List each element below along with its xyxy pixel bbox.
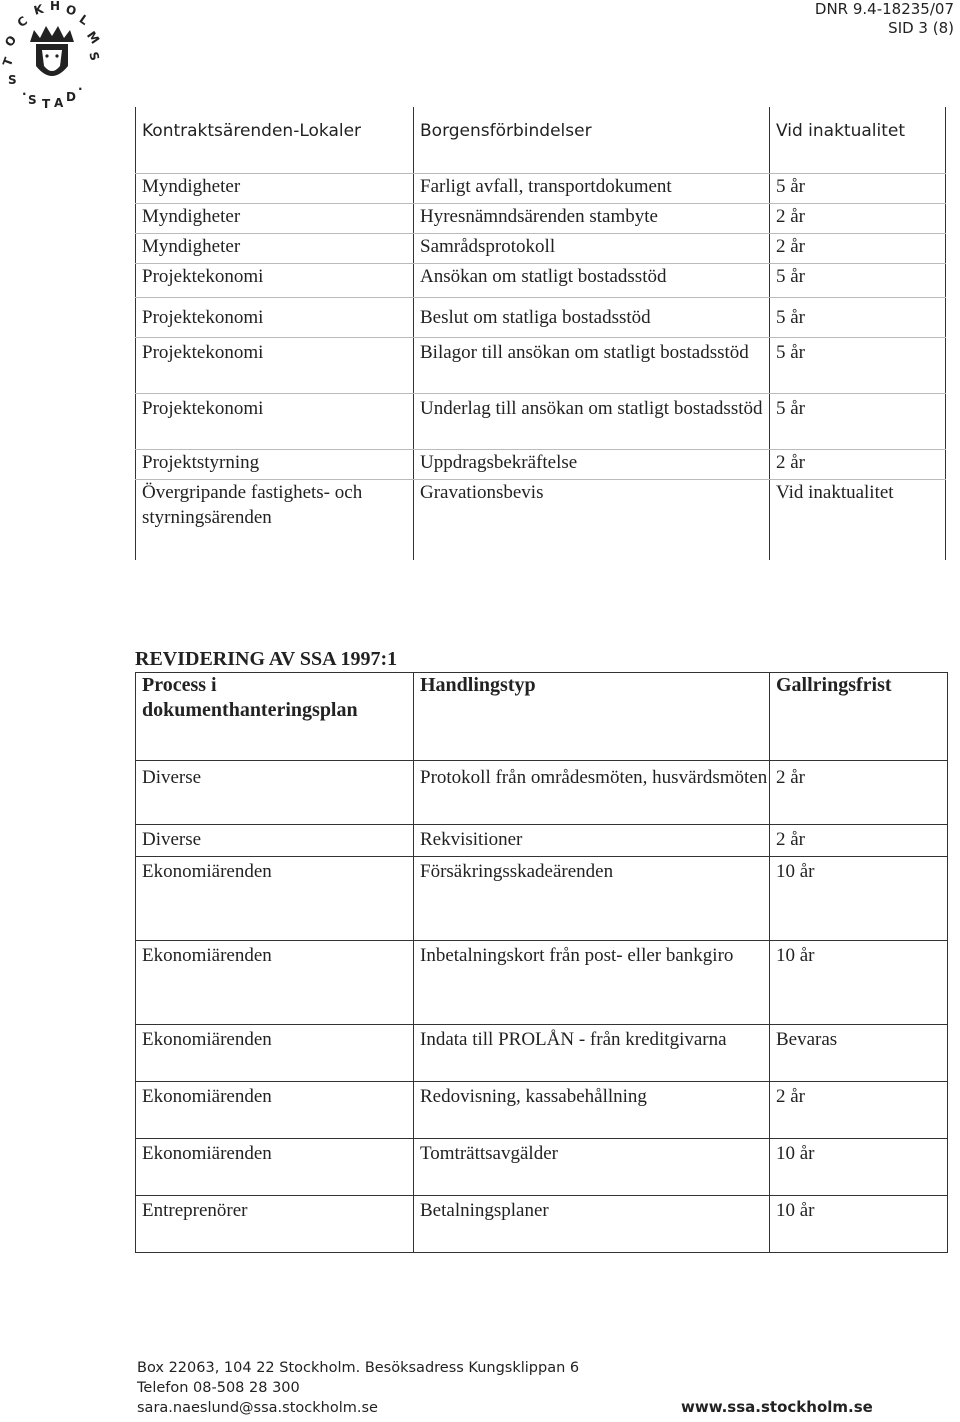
- table-row: [136, 203, 946, 233]
- table-row: [136, 107, 946, 173]
- table-cell: 10 år: [770, 1196, 948, 1253]
- table-cell: Försäkringsskadeärenden: [414, 857, 770, 941]
- table-row: [136, 173, 946, 203]
- table-cell: Bilagor till ansökan om statligt bostadsstöd: [414, 337, 770, 393]
- svg-text:K: K: [32, 1, 45, 18]
- table-cell: Vid inaktualitet: [770, 479, 946, 560]
- table-cell: Underlag till ansökan om statligt bostadsstöd: [414, 393, 770, 449]
- table-row: [136, 297, 946, 337]
- column-header: Gallringsfrist: [770, 673, 948, 761]
- table-cell: Entreprenörer: [136, 1196, 414, 1253]
- table-cell: Uppdragsbekräftelse: [414, 449, 770, 479]
- document-header: [815, 0, 954, 38]
- table-row: [136, 761, 948, 825]
- table-cell: Ekonomiärenden: [136, 1082, 414, 1139]
- svg-text:S: S: [86, 50, 102, 63]
- table-cell: Projektekonomi: [136, 337, 414, 393]
- table-cell: Rekvisitioner: [414, 825, 770, 857]
- stockholms-stad-logo: [0, 0, 104, 112]
- table-cell: Ekonomiärenden: [136, 857, 414, 941]
- table-row: [136, 825, 948, 857]
- table-row: [136, 1139, 948, 1196]
- table-cell: Ekonomiärenden: [136, 941, 414, 1025]
- table-cell: 2 år: [770, 761, 948, 825]
- table-cell: 5 år: [770, 337, 946, 393]
- table-cell: Borgensförbindelser: [414, 107, 770, 173]
- table-cell: 5 år: [770, 297, 946, 337]
- table-cell: Ekonomiärenden: [136, 1139, 414, 1196]
- table-cell: Projektekonomi: [136, 297, 414, 337]
- footer-website-link[interactable]: www.ssa.stockholm.se: [681, 1398, 873, 1416]
- svg-text:L: L: [76, 11, 92, 28]
- table-cell: Gravationsbevis: [414, 479, 770, 560]
- retention-table-continued: [135, 107, 946, 560]
- svg-text:C: C: [14, 13, 30, 31]
- table-cell: 5 år: [770, 393, 946, 449]
- table-cell: Farligt avfall, transportdokument: [414, 173, 770, 203]
- svg-text:D: D: [66, 90, 76, 104]
- table-row: [136, 479, 946, 560]
- table-cell: 2 år: [770, 1082, 948, 1139]
- table-cell: 5 år: [770, 173, 946, 203]
- page-number: SID 3 (8): [888, 19, 954, 37]
- table-cell: 10 år: [770, 857, 948, 941]
- table-cell: Myndigheter: [136, 203, 414, 233]
- table-cell: Redovisning, kassabehållning: [414, 1082, 770, 1139]
- table-row: [136, 263, 946, 297]
- table-cell: Myndigheter: [136, 173, 414, 203]
- table-cell: Hyresnämndsärenden stambyte: [414, 203, 770, 233]
- table-cell: 2 år: [770, 233, 946, 263]
- table-cell: 2 år: [770, 449, 946, 479]
- table-row: [136, 941, 948, 1025]
- column-header: Handlingstyp: [414, 673, 770, 761]
- svg-text:S: S: [28, 93, 37, 107]
- table-row: [136, 1082, 948, 1139]
- svg-text:T: T: [42, 97, 51, 111]
- revision-table: [135, 672, 948, 1253]
- svg-text:O: O: [1, 32, 20, 50]
- footer-address: Box 22063, 104 22 Stockholm. Besöksadress Kungsklippan 6: [137, 1360, 580, 1376]
- svg-text:T: T: [0, 55, 17, 69]
- svg-text:H: H: [50, 0, 61, 13]
- table-cell: Ansökan om statligt bostadsstöd: [414, 263, 770, 297]
- table-row: [136, 1025, 948, 1082]
- table-cell: Projektekonomi: [136, 263, 414, 297]
- table-row: [136, 393, 946, 449]
- table-cell: Protokoll från områdesmöten, husvärdsmöten: [414, 761, 770, 825]
- table-cell: Bevaras: [770, 1025, 948, 1082]
- table-cell: Tomträttsavgälder: [414, 1139, 770, 1196]
- table-cell: Diverse: [136, 825, 414, 857]
- table-cell: Övergripande fastighets- och styrningsärenden: [136, 479, 414, 560]
- document-number: DNR 9.4-18235/07: [814, 0, 954, 18]
- table-cell: Projektstyrning: [136, 449, 414, 479]
- table-row: [136, 449, 946, 479]
- table-cell: Inbetalningskort från post- eller bankgiro: [414, 941, 770, 1025]
- table-cell: 5 år: [770, 263, 946, 297]
- svg-text:O: O: [64, 2, 78, 19]
- footer-contact: [137, 1358, 579, 1418]
- svg-text:·: ·: [78, 82, 83, 96]
- table-header-row: [136, 673, 948, 761]
- table-cell: Diverse: [136, 761, 414, 825]
- section-title: REVIDERING AV SSA 1997:1: [135, 648, 398, 670]
- table-cell: 10 år: [770, 941, 948, 1025]
- table-row: [136, 233, 946, 263]
- svg-text:·: ·: [22, 87, 27, 101]
- table-row: [136, 1196, 948, 1253]
- table-cell: 2 år: [770, 203, 946, 233]
- table-cell: Samrådsprotokoll: [414, 233, 770, 263]
- table-cell: Projektekonomi: [136, 393, 414, 449]
- table-row: [136, 337, 946, 393]
- svg-text:S: S: [8, 73, 17, 87]
- column-header: Process i dokumenthanteringsplan: [136, 673, 414, 761]
- table-cell: Myndigheter: [136, 233, 414, 263]
- table-cell: Kontraktsärenden-Lokaler: [136, 107, 414, 173]
- footer-phone: Telefon 08-508 28 300: [137, 1380, 300, 1396]
- table-cell: 10 år: [770, 1139, 948, 1196]
- table-row: [136, 857, 948, 941]
- table-cell: Beslut om statliga bostadsstöd: [414, 297, 770, 337]
- svg-text:A: A: [54, 96, 64, 110]
- table-cell: Ekonomiärenden: [136, 1025, 414, 1082]
- table-cell: 2 år: [770, 825, 948, 857]
- table-cell: Indata till PROLÅN - från kreditgivarna: [414, 1025, 770, 1082]
- footer-email[interactable]: sara.naeslund@ssa.stockholm.se: [137, 1400, 378, 1416]
- svg-text:M: M: [83, 28, 103, 47]
- table-cell: Betalningsplaner: [414, 1196, 770, 1253]
- table-cell: Vid inaktualitet: [770, 107, 946, 173]
